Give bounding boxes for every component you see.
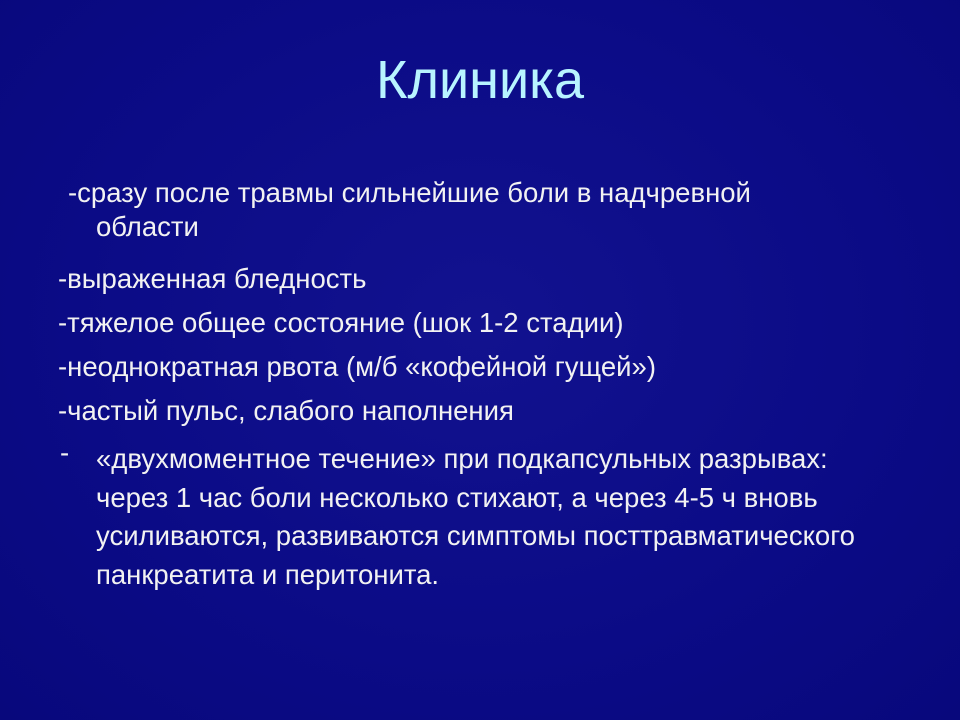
list-item: -частый пульс, слабого наполнения	[58, 395, 514, 426]
list-item: -неоднократная рвота (м/б «кофейной гущей»)	[58, 351, 656, 382]
list-bullet-dash: -	[60, 437, 70, 468]
slide-title: Клиника	[376, 50, 584, 110]
list-item: -сразу после травмы сильнейшие боли в надчревной	[68, 177, 751, 208]
list-item: «двухмоментное течение» при подкапсульных разрывах: через 1 час боли несколько стихают, а через 4-5 ч вновь усиливаются, развиваются симптомы посттравматического панкреатита и перитонита.	[96, 443, 855, 590]
list-item: -тяжелое общее состояние (шок 1-2 стадии)	[58, 307, 624, 338]
list-item-continuation: области	[96, 211, 199, 242]
list-item: -выраженная бледность	[58, 263, 367, 294]
